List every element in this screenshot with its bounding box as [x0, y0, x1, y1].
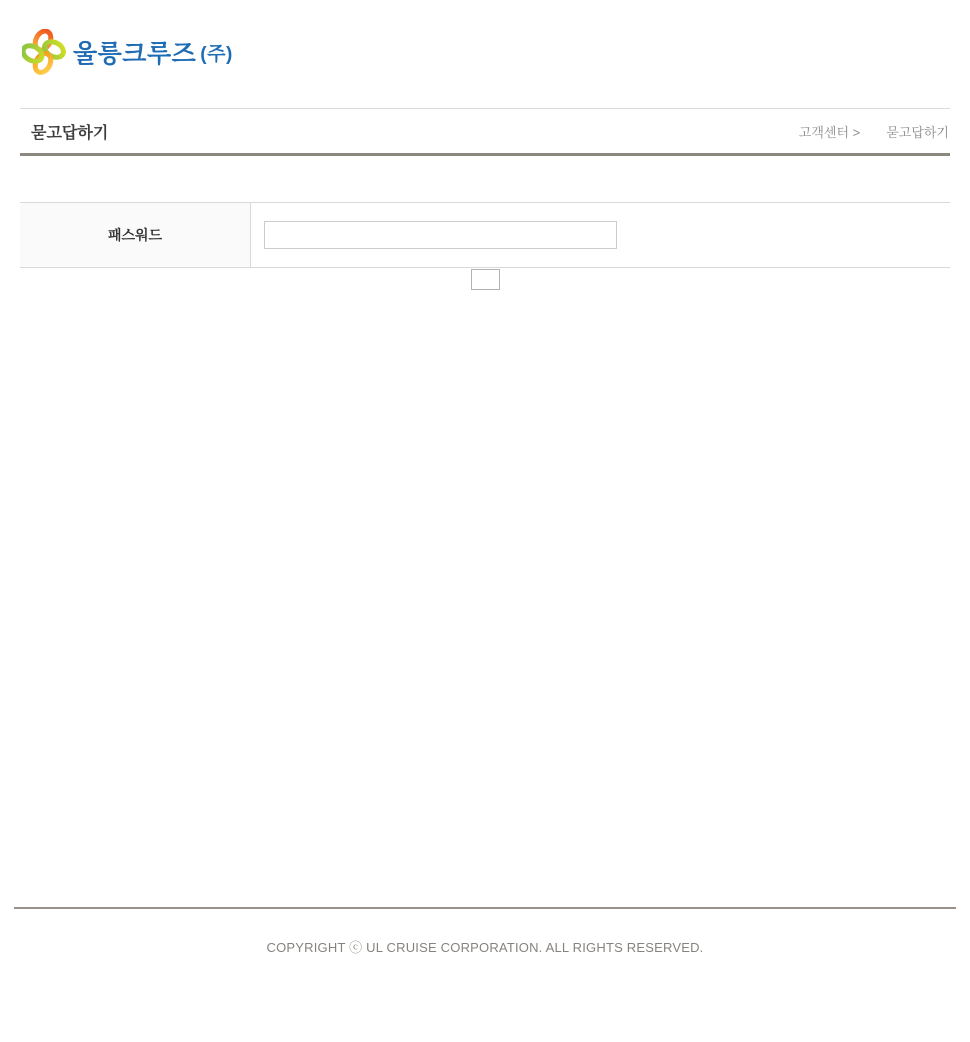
- breadcrumb-item-customer-center[interactable]: 고객센터 >: [798, 124, 861, 140]
- page-title-bar: [20, 108, 950, 156]
- password-table: [20, 202, 950, 268]
- logo-company-name: 울릉크루즈: [73, 40, 197, 68]
- password-label: 패스워드: [20, 203, 251, 267]
- logo-company-suffix: (주): [200, 44, 233, 65]
- logo-pinwheel-icon: [22, 29, 66, 75]
- site-logo[interactable]: [0, 0, 970, 74]
- breadcrumb-item-qna: 묻고답하기: [886, 124, 949, 140]
- footer-divider: [14, 907, 956, 909]
- logo-text: [73, 34, 233, 70]
- footer-copyright: COPYRIGHT ⓒ UL CRUISE CORPORATION. ALL RIGHTS RESERVED.: [266, 940, 704, 955]
- submit-button[interactable]: [471, 269, 500, 290]
- password-value-cell: [251, 203, 950, 267]
- password-input[interactable]: [264, 221, 617, 249]
- page-title: 묻고답하기: [31, 124, 109, 142]
- breadcrumb: [799, 122, 950, 141]
